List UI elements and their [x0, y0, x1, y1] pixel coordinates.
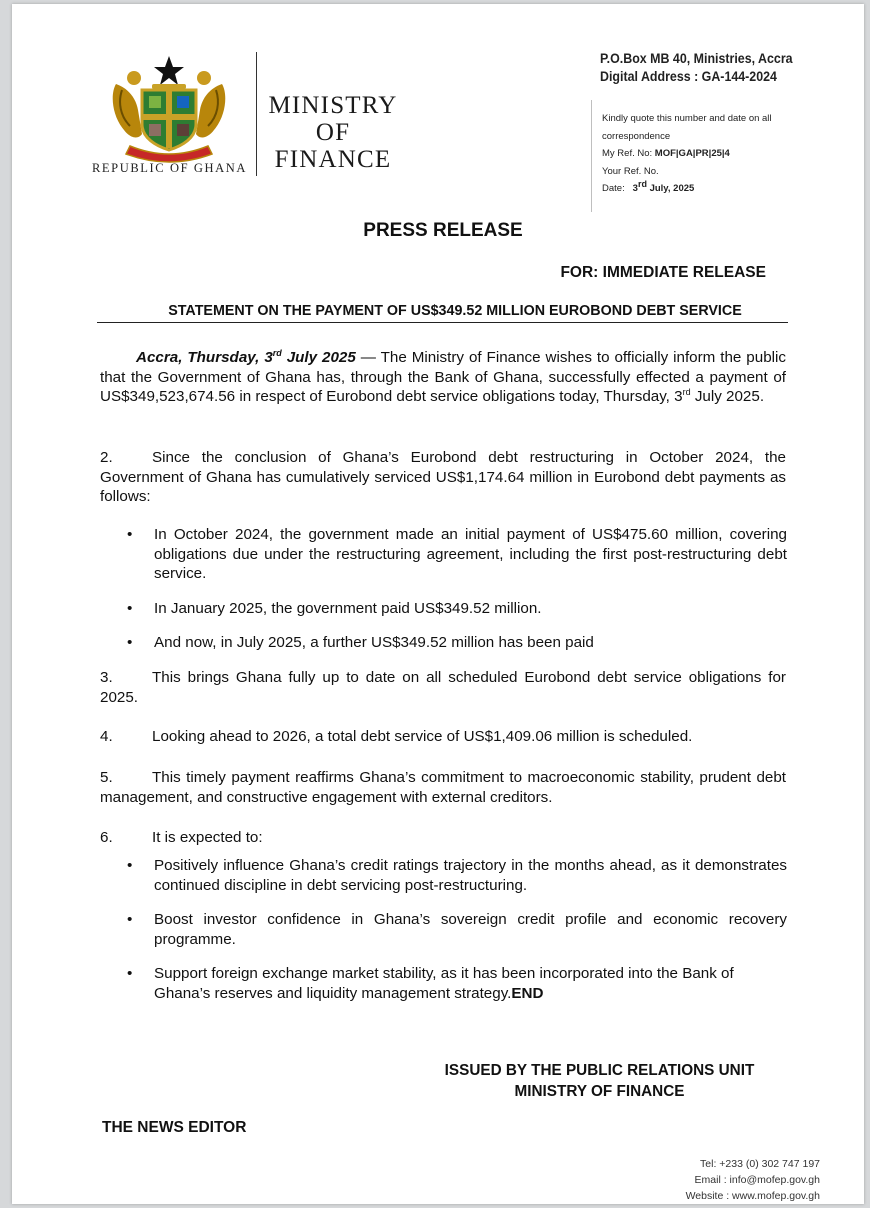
paragraph-4	[100, 727, 786, 747]
paragraph-text: It is expected to:	[152, 829, 263, 846]
contact-website: Website : www.mofep.gov.gh	[685, 1190, 820, 1202]
ministry-line-2: OF	[315, 119, 351, 146]
my-ref	[602, 145, 772, 163]
ministry-line-1: MINISTRY	[268, 92, 398, 119]
contact-email: Email : info@mofep.gov.gh	[694, 1174, 820, 1186]
reference-block	[602, 110, 772, 198]
paragraph-number: 4.	[100, 728, 113, 745]
reference-divider	[591, 100, 592, 212]
date-suffix: rd	[637, 178, 647, 189]
dateline-b: July 2025	[281, 349, 356, 366]
addressee: THE NEWS EDITOR	[102, 1119, 247, 1136]
date-label: Date:	[602, 183, 625, 194]
dateline	[136, 349, 356, 366]
paragraph-6	[100, 828, 786, 848]
paragraph-3	[100, 668, 786, 707]
lead-text-b: July 2025.	[690, 388, 765, 406]
document-page	[12, 4, 864, 1204]
ghana-coat-of-arms-logo	[108, 54, 230, 164]
contact-tel: Tel: +233 (0) 302 747 197	[700, 1158, 820, 1170]
republic-of-ghana-label: REPUBLIC OF GHANA	[92, 161, 247, 175]
release-type: FOR: IMMEDIATE RELEASE	[560, 264, 766, 281]
address-line-1: P.O.Box MB 40, Ministries, Accra	[600, 51, 793, 66]
list-item: • Positively influence Ghana’s credit ratings trajectory in the months ahead, as it demonstrates continued discipline in debt servicing post-restructuring.	[127, 856, 787, 895]
payments-list	[127, 525, 787, 653]
paragraph-text: This timely payment reaffirms Ghana’s commitment to macroeconomic stability, prudent debt management, and constructive engagement with external creditors.	[100, 769, 786, 806]
list-item: • Boost investor confidence in Ghana’s sovereign credit profile and economic recovery programme.	[127, 910, 787, 949]
dateline-a: Accra, Thursday, 3	[136, 349, 273, 366]
paragraph-text: Since the conclusion of Ghana’s Eurobond debt restructuring in October 2024, the Government of Ghana has cumulatively serviced US$1,174.64 million in Eurobond debt payments as follows:	[100, 449, 786, 506]
date-day: 3	[632, 183, 638, 194]
paragraph-text: This brings Ghana fully up to date on all scheduled Eurobond debt service obligations for 2025.	[100, 669, 786, 706]
date-rest: July, 2025	[649, 183, 695, 194]
list-item	[127, 964, 787, 1003]
paragraph-5	[100, 768, 786, 807]
press-release-title: PRESS RELEASE	[363, 220, 523, 241]
list-item-text: Support foreign exchange market stability, as it has been incorporated into the Bank of Ghana’s reserves and liquidity management strategy.	[154, 965, 734, 1002]
address-line-2: Digital Address : GA-144-2024	[600, 69, 777, 84]
header-divider	[256, 52, 257, 176]
contact-info	[686, 1156, 820, 1204]
paragraph-number: 2.	[100, 449, 113, 466]
statement-underline	[97, 322, 788, 323]
dateline-sup: rd	[272, 347, 282, 358]
list-item: • And now, in July 2025, a further US$349.52 million has been paid	[127, 633, 787, 653]
quote-note-line-2: correspondence	[602, 130, 671, 142]
ministry-name	[262, 92, 404, 173]
list-item: • In October 2024, the government made an initial payment of US$475.60 million, covering obligations due under the restructuring agreement, including the first post-restructuring debt service.	[127, 525, 787, 584]
lead-text-a: — The Ministry of Finance wishes to officially inform the public that the Government of Ghana has, through the Bank of Ghana, successfully effected a payment of US$349,523,674.56 in respect of Eurobond debt service obligations today, Thursday, 3	[100, 349, 786, 406]
ref-date	[602, 180, 772, 198]
my-ref-value: MOF|GA|PR|25|4	[654, 148, 730, 159]
your-ref-label: Your Ref. No.	[602, 165, 659, 177]
paragraph-number: 3.	[100, 669, 113, 686]
statement-title: STATEMENT ON THE PAYMENT OF US$349.52 MILLION EUROBOND DEBT SERVICE	[168, 303, 742, 319]
postal-address	[600, 50, 809, 86]
quote-note-line-1: Kindly quote this number and date on all	[602, 113, 772, 124]
lead-text-sup: rd	[682, 387, 691, 398]
issued-by-line-2: MINISTRY OF FINANCE	[514, 1083, 685, 1100]
paragraph-number: 6.	[100, 829, 113, 846]
end-mark: END	[511, 984, 544, 1002]
ministry-line-3: FINANCE	[274, 146, 392, 173]
paragraph-text: Looking ahead to 2026, a total debt service of US$1,409.06 million is scheduled.	[152, 728, 693, 745]
lead-paragraph	[100, 348, 786, 407]
list-item: • In January 2025, the government paid US$349.52 million.	[127, 599, 787, 619]
expected-outcomes-list	[127, 856, 787, 1004]
my-ref-label: My Ref. No:	[602, 148, 653, 159]
paragraph-number: 5.	[100, 769, 113, 786]
issued-by	[422, 1060, 777, 1102]
issued-by-line-1: ISSUED BY THE PUBLIC RELATIONS UNIT	[444, 1062, 755, 1079]
paragraph-2	[100, 448, 786, 507]
